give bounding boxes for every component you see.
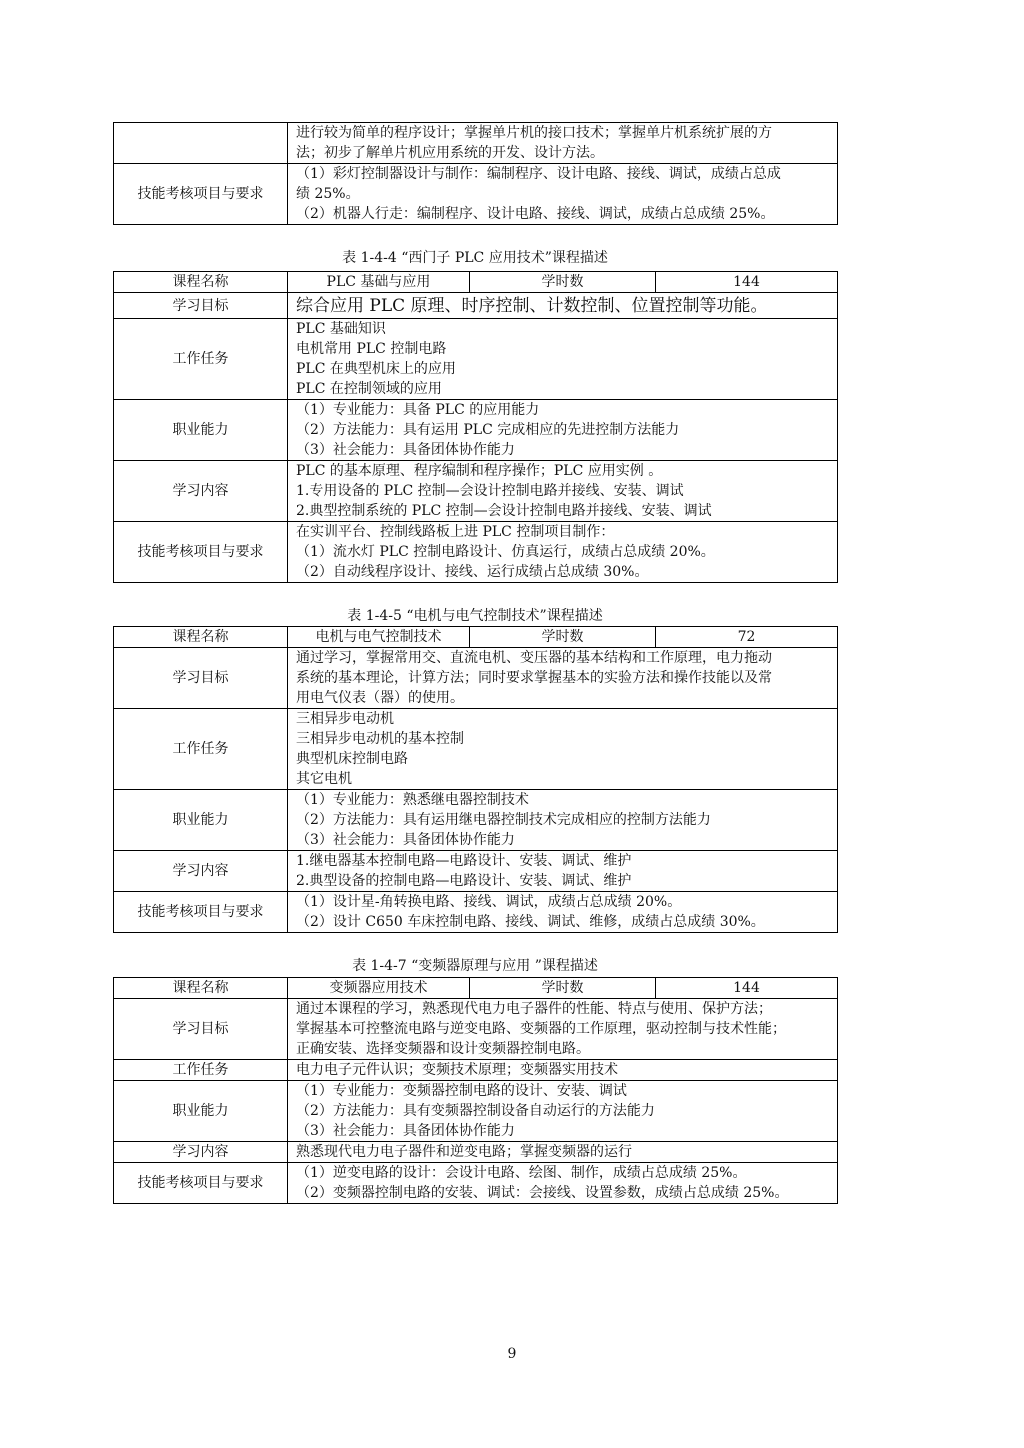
cell-line: 通过学习，掌握常用交、直流电机、变压器的基本结构和工作原理，电力拖动 (296, 650, 772, 666)
cell-line: （1）设计星-角转换电路、接线、调试，成绩占总成绩 20%。 (296, 894, 682, 910)
content-lines (288, 851, 838, 892)
content-lines (288, 1142, 838, 1163)
name-label: 课程名称 (114, 978, 288, 999)
cell-line: （1）专业能力：熟悉继电器控制技术 (296, 792, 529, 808)
task-lines (288, 319, 838, 400)
skill-lines (288, 892, 838, 933)
cell-line: （1）逆变电路的设计：会设计电路、绘图、制作，成绩占总成绩 25%。 (296, 1165, 747, 1181)
cell-line: 1.继电器基本控制电路—电路设计、安装、调试、维护 (296, 853, 632, 869)
table3-caption: 表 1-4-7 “变频器原理与应用 ”课程描述 (352, 958, 598, 974)
task-label: 工作任务 (114, 709, 288, 790)
ability-label: 职业能力 (114, 400, 288, 461)
continuation-table (113, 122, 837, 225)
skill-lines (288, 522, 838, 583)
table2 (113, 626, 837, 933)
cell-line: 电机常用 PLC 控制电路 (296, 341, 447, 357)
table3 (113, 977, 837, 1204)
task-lines (288, 709, 838, 790)
hours-label: 学时数 (470, 627, 656, 648)
cell-line: 通过本课程的学习，熟悉现代电力电子器件的性能、特点与使用、保护方法； (296, 1001, 772, 1017)
ability-label: 职业能力 (114, 1081, 288, 1142)
cell-line: （2）自动线程序设计、接线、运行成绩占总成绩 30%。 (296, 564, 649, 580)
cell-line: 2.典型控制系统的 PLC 控制—会设计控制电路并接线、安装、调试 (296, 503, 712, 519)
task-label: 工作任务 (114, 319, 288, 400)
cell-line: 法；初步了解单片机应用系统的开发、设计方法。 (296, 145, 604, 161)
cell-line: 进行较为简单的程序设计；掌握单片机的接口技术；掌握单片机系统扩展的方 (296, 125, 772, 141)
task-lines (288, 1060, 838, 1081)
content-lines (288, 461, 838, 522)
cell-line: 掌握基本可控整流电路与逆变电路、变频器的工作原理，驱动控制与技术性能； (296, 1021, 786, 1037)
goal-label: 学习目标 (114, 293, 288, 319)
cont-lines (288, 123, 838, 164)
cont-empty-label (114, 123, 288, 164)
name-value: 电机与电气控制技术 (288, 627, 470, 648)
cell-line: （2）设计 C650 车床控制电路、接线、调试、维修，成绩占总成绩 30%。 (296, 914, 765, 930)
cell-line: 其它电机 (296, 771, 352, 787)
cell-line: （2）机器人行走：编制程序、设计电路、接线、调试，成绩占总成绩 25%。 (296, 206, 775, 222)
cell-line: 用电气仪表（器）的使用。 (296, 690, 464, 706)
cell-line: 电力电子元件认识；变频技术原理；变频器实用技术 (296, 1062, 618, 1078)
page-number: 9 (507, 1346, 517, 1362)
cell-line: 三相异步电动机 (296, 711, 394, 727)
ability-lines (288, 400, 838, 461)
cell-line: 绩 25%。 (296, 186, 360, 202)
cell-line: 典型机床控制电路 (296, 751, 408, 767)
skill-label: 技能考核项目与要求 (114, 1163, 288, 1204)
goal-lines (288, 999, 838, 1060)
table1 (113, 271, 837, 583)
hours-value: 72 (656, 627, 838, 648)
skill-label: 技能考核项目与要求 (114, 892, 288, 933)
skill-label: 技能考核项目与要求 (114, 164, 288, 225)
name-label: 课程名称 (114, 272, 288, 293)
task-label: 工作任务 (114, 1060, 288, 1081)
hours-label: 学时数 (470, 272, 656, 293)
goal-lines (288, 648, 838, 709)
skill-lines (288, 164, 838, 225)
content-label: 学习内容 (114, 1142, 288, 1163)
name-label: 课程名称 (114, 627, 288, 648)
cell-line: PLC 在典型机床上的应用 (296, 361, 456, 377)
cell-line: 2.典型设备的控制电路—电路设计、安装、调试、维护 (296, 873, 632, 889)
cell-line: 系统的基本理论，计算方法；同时要求掌握基本的实验方法和操作技能以及常 (296, 670, 772, 686)
cell-line: （1）专业能力：变频器控制电路的设计、安装、调试 (296, 1083, 627, 1099)
cell-line: （3）社会能力：具备团体协作能力 (296, 442, 515, 458)
cell-line: PLC 的基本原理、程序编制和程序操作；PLC 应用实例 。 (296, 463, 663, 479)
cell-line: （3）社会能力：具备团体协作能力 (296, 1123, 515, 1139)
ability-lines (288, 790, 838, 851)
cell-line: （1）专业能力：具备 PLC 的应用能力 (296, 402, 540, 418)
cell-line: 三相异步电动机的基本控制 (296, 731, 464, 747)
goal-label: 学习目标 (114, 648, 288, 709)
table1-caption: 表 1-4-4 “西门子 PLC 应用技术”课程描述 (342, 250, 608, 266)
cell-line: （1）流水灯 PLC 控制电路设计、仿真运行，成绩占总成绩 20%。 (296, 544, 715, 560)
cell-line: 在实训平台、控制线路板上进 PLC 控制项目制作： (296, 524, 615, 540)
goal-label: 学习目标 (114, 999, 288, 1060)
cell-line: （2）方法能力：具有运用 PLC 完成相应的先进控制方法能力 (296, 422, 680, 438)
content-label: 学习内容 (114, 461, 288, 522)
name-value: 变频器应用技术 (288, 978, 470, 999)
cell-line: 1.专用设备的 PLC 控制—会设计控制电路并接线、安装、调试 (296, 483, 684, 499)
cell-line: 综合应用 PLC 原理、时序控制、计数控制、位置控制等功能。 (296, 295, 768, 316)
cell-line: 熟悉现代电力电子器件和逆变电路；掌握变频器的运行 (296, 1144, 632, 1160)
name-value: PLC 基础与应用 (288, 272, 470, 293)
cell-line: （3）社会能力：具备团体协作能力 (296, 832, 515, 848)
hours-value: 144 (656, 272, 838, 293)
content-label: 学习内容 (114, 851, 288, 892)
cell-line: （1）彩灯控制器设计与制作：编制程序、设计电路、接线、调试，成绩占总成 (296, 166, 781, 182)
hours-label: 学时数 (470, 978, 656, 999)
cell-line: 正确安装、选择变频器和设计变频器控制电路。 (296, 1041, 590, 1057)
cell-line: （2）方法能力：具有变频器控制设备自动运行的方法能力 (296, 1103, 655, 1119)
goal-lines (288, 293, 838, 319)
skill-lines (288, 1163, 838, 1204)
skill-label: 技能考核项目与要求 (114, 522, 288, 583)
ability-lines (288, 1081, 838, 1142)
cell-line: PLC 在控制领域的应用 (296, 381, 442, 397)
cell-line: （2）方法能力：具有运用继电器控制技术完成相应的控制方法能力 (296, 812, 711, 828)
cell-line: （2）变频器控制电路的安装、调试：会接线、设置参数，成绩占总成绩 25%。 (296, 1185, 789, 1201)
hours-value: 144 (656, 978, 838, 999)
cell-line: PLC 基础知识 (296, 321, 386, 337)
table2-caption: 表 1-4-5 “电机与电气控制技术”课程描述 (347, 608, 603, 624)
ability-label: 职业能力 (114, 790, 288, 851)
